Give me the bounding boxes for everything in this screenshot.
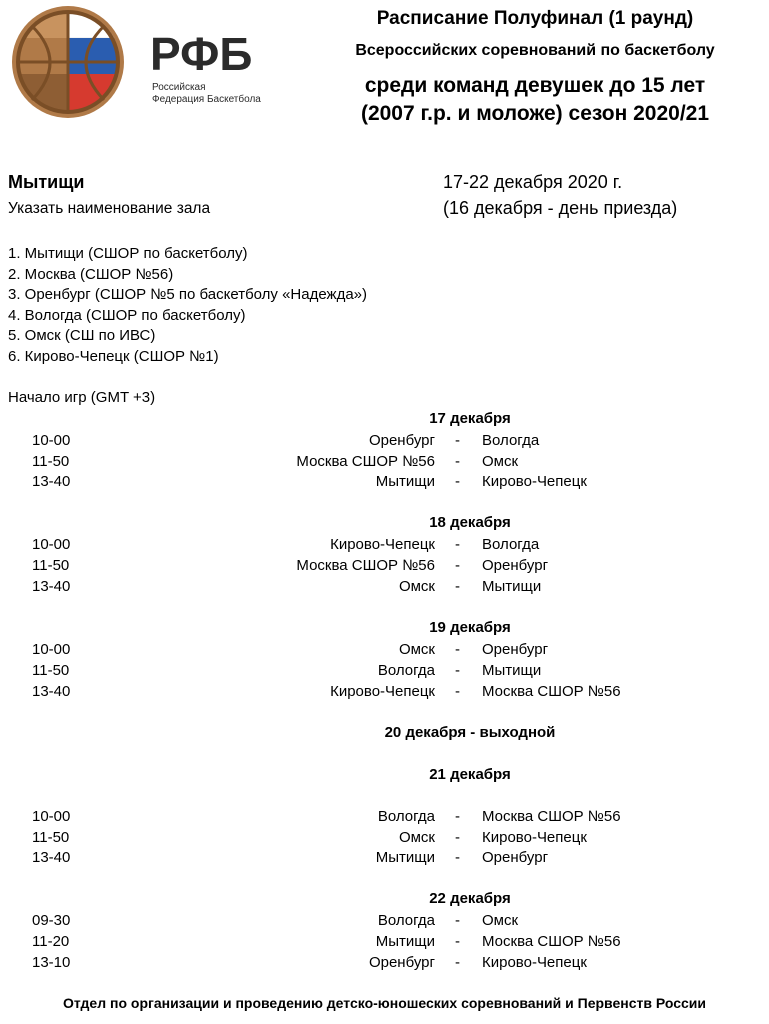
game-time: 11-20 [32, 933, 70, 950]
day-title: 19 декабря [429, 619, 511, 636]
home-team: Москва СШОР №56 [296, 557, 435, 574]
day-title: 18 декабря [429, 514, 511, 531]
team-item: 2. Москва (СШОР №56) [8, 265, 174, 283]
vs-separator: - [455, 536, 460, 553]
basketball-flag-emblem-icon [6, 4, 278, 122]
away-team: Вологда [482, 536, 540, 553]
venue-city: Мытищи [8, 172, 85, 192]
logo-text: РФБ [150, 28, 253, 80]
game-time: 13-10 [32, 954, 71, 971]
footer-department: Отдел по организации и проведению детско-юношеских соревнований и Первенств России [62, 995, 706, 1011]
game-row [0, 535, 769, 555]
team-item: 1. Мытищи (СШОР по баскетболу) [8, 245, 248, 262]
vs-separator: - [455, 641, 460, 658]
vs-separator: - [455, 662, 460, 679]
header-title-line1: Расписание Полуфинал (1 раунд) [376, 8, 694, 29]
game-time: 11-50 [32, 829, 70, 846]
vs-separator: - [455, 912, 460, 929]
game-time: 13-40 [32, 683, 71, 700]
home-team: Кирово-Чепецк [330, 683, 435, 700]
team-item: 3. Оренбург (СШОР №5 по баскетболу «Надежда») [8, 286, 368, 304]
game-row [0, 472, 769, 492]
away-team: Омск [482, 453, 519, 470]
game-row [0, 661, 769, 681]
home-team: Омск [398, 829, 435, 846]
away-team: Оренбург [482, 641, 549, 658]
home-team: Вологда [377, 662, 435, 679]
team-item: 6. Кирово-Чепецк (СШОР №1) [8, 347, 219, 365]
game-time: 11-50 [32, 557, 70, 574]
game-row [0, 682, 769, 702]
start-time-note: Начало игр (GMT +3) [8, 389, 156, 406]
home-team: Вологда [377, 912, 435, 929]
team-list [8, 244, 367, 368]
game-row [0, 953, 769, 973]
event-dates: 17-22 декабря 2020 г. [443, 172, 623, 192]
game-row [0, 911, 769, 931]
game-row [0, 431, 769, 451]
home-team: Оренбург [368, 432, 435, 449]
away-team: Омск [482, 912, 519, 929]
game-row [0, 577, 769, 597]
rest-day-title: 20 декабря - выходной [384, 724, 556, 741]
game-time: 11-50 [32, 453, 70, 470]
game-time: 13-40 [32, 473, 71, 490]
vs-separator: - [455, 473, 460, 490]
game-row [0, 640, 769, 660]
vs-separator: - [455, 557, 460, 574]
game-row [0, 452, 769, 472]
game-time: 10-00 [32, 641, 71, 658]
rfb-logo [6, 4, 278, 122]
away-team: Мытищи [482, 662, 542, 679]
venue-hall: Указать наименование зала [8, 200, 211, 217]
vs-separator: - [455, 578, 460, 595]
game-row [0, 807, 769, 827]
away-team: Вологда [482, 432, 540, 449]
logo-subtitle-line2: Федерация Баскетбола [152, 94, 261, 105]
home-team: Оренбург [368, 954, 435, 971]
away-team: Кирово-Чепецк [482, 473, 587, 490]
game-time: 13-40 [32, 578, 71, 595]
day-title: 22 декабря [429, 890, 511, 907]
vs-separator: - [455, 829, 460, 846]
home-team: Мытищи [375, 473, 435, 490]
game-row [0, 932, 769, 952]
game-row [0, 556, 769, 576]
game-time: 11-50 [32, 662, 70, 679]
vs-separator: - [455, 933, 460, 950]
vs-separator: - [455, 849, 460, 866]
team-item: 4. Вологда (СШОР по баскетболу) [8, 306, 246, 324]
home-team: Мытищи [375, 849, 435, 866]
away-team: Кирово-Чепецк [482, 829, 587, 846]
home-team: Москва СШОР №56 [296, 453, 435, 470]
away-team: Оренбург [482, 849, 549, 866]
away-team: Кирово-Чепецк [482, 954, 587, 971]
vs-separator: - [455, 432, 460, 449]
game-time: 10-00 [32, 432, 71, 449]
home-team: Омск [398, 641, 435, 658]
away-team: Мытищи [482, 578, 542, 595]
arrival-note: (16 декабря - день приезда) [443, 198, 678, 218]
game-row [0, 848, 769, 868]
header-title-line4: (2007 г.р. и моложе) сезон 2020/21 [360, 102, 710, 125]
game-row [0, 828, 769, 848]
away-team: Москва СШОР №56 [482, 933, 621, 950]
away-team: Москва СШОР №56 [482, 808, 621, 825]
vs-separator: - [455, 453, 460, 470]
home-team: Кирово-Чепецк [330, 536, 435, 553]
team-item: 5. Омск (СШ по ИВС) [8, 327, 156, 345]
header-title-line3: среди команд девушек до 15 лет [364, 74, 706, 97]
away-team: Москва СШОР №56 [482, 683, 621, 700]
home-team: Вологда [377, 808, 435, 825]
home-team: Мытищи [375, 933, 435, 950]
game-time: 13-40 [32, 849, 71, 866]
day-title: 17 декабря [429, 410, 511, 427]
away-team: Оренбург [482, 557, 549, 574]
header-title-line2: Всероссийских соревнований по баскетболу [355, 42, 715, 59]
game-time: 10-00 [32, 808, 71, 825]
logo-subtitle-line1: Российская [152, 82, 206, 93]
vs-separator: - [455, 683, 460, 700]
vs-separator: - [455, 808, 460, 825]
home-team: Омск [398, 578, 435, 595]
vs-separator: - [455, 954, 460, 971]
game-time: 10-00 [32, 536, 71, 553]
game-time: 09-30 [32, 912, 71, 929]
day-title: 21 декабря [429, 766, 511, 783]
